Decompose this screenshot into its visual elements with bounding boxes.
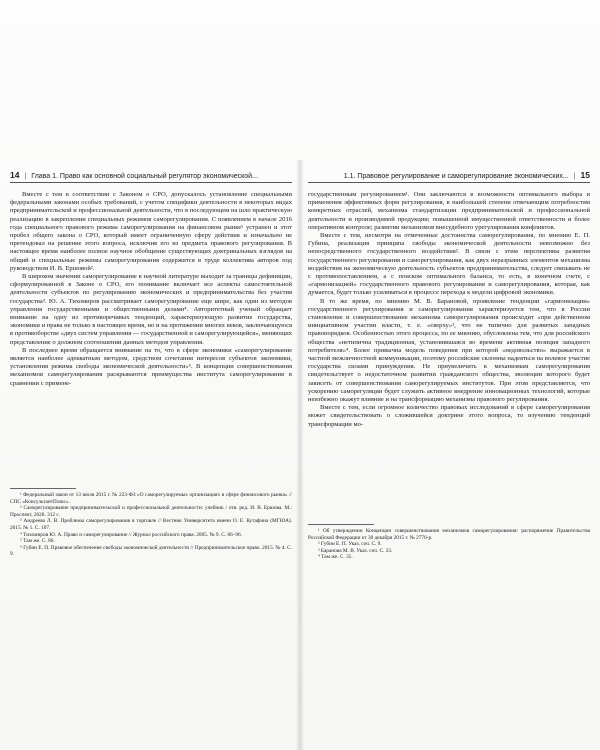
left-footnote-6: ⁶ Губин Е. П. Правовое обеспечение свободы экономической деятельности // Предпринимательское право. 2015. № 4. С. 9.	[10, 544, 292, 558]
running-head-separator: |	[24, 173, 27, 180]
right-running-head-title: 1.1. Правовое регулирование и саморегулирование экономических...	[343, 173, 569, 180]
right-page	[308, 168, 590, 734]
right-body-text	[308, 191, 590, 429]
right-footnotes	[308, 524, 590, 561]
left-page	[10, 168, 292, 734]
left-footnote-1: ¹ Федеральный закон от 13 июля 2015 г. № 223-ФЗ «О саморегулируемых организациях в сфере финансового рынка» // СПС «КонсультантПлюс».	[10, 492, 292, 505]
left-body-text	[10, 191, 292, 388]
left-paragraph-2: В широком значении саморегулирование в научной литературе выходит за границы дефиниции, сформулированной в Законе о СРО, его понимание включает все аспекты самостоятельной деятельности субъектов по регулированию экономических и предпринимательства без участия государства³. Ю. А. Тихомиров рассматривает саморегулирование еще шире, как один из методов управления государственными и общественными делами⁴. Авторитетный ученый обращает внимание на одну из противоречивых тенденций, характеризующую развитие государства, экономики и права не только в настоящее время, но и на протяжении многих веков, заключающуюся в противоборстве «двух систем управления — государственной и саморегулирующейся», меняющих представление о должном соотношении данных методов управления.	[10, 273, 292, 346]
left-footnote-4: ⁴ Тихомиров Ю. А. Право и саморегулирование // Журнал российского права. 2005. № 9. С. 86–96.	[20, 531, 242, 538]
left-running-head-title: Глава 1. Право как основной социальный регулятор экономической...	[31, 173, 258, 180]
left-page-number: 14	[10, 170, 20, 180]
book-gutter-shadow	[296, 160, 304, 750]
left-footnote-3: ³ Андреева Л. В. Проблемы саморегулирования в торговле // Вестник Университета имени О. Е. Кутафина (МГЮА). 2015. № 1. С. 107.	[10, 518, 292, 531]
right-paragraph-2: Вместе с тем, несмотря на отмеченные достоинства саморегулирования, по мнению Е. П. Губина, реализация принципа свободы экономической деятельности невозможно без непосредственного государственного воздействия². В связи с этим перспективы развития государственного регулирования и саморегулирования, как двух неразрывных элементов механизма воздействия на экономическую деятельность субъектов предпринимательства, следует связывать не с противопоставлением, а с поиском оптимального баланса, то есть, в конечном счете, с «гармонизацией» государственного правового регулирования и саморегулирования, которая, как думается, будет только усиливаться в процессе перехода к модели цифровой экономики.	[308, 232, 590, 297]
left-running-head	[10, 168, 292, 183]
right-footnote-1: ¹ Об утверждении Концепции совершенствования механизмов саморегулирования: распоряжение Правительства Российской Федерации от 30 декабря 2015 г. № 2776-р.	[308, 528, 590, 541]
right-page-number: 15	[580, 170, 590, 180]
footnote-rule	[308, 524, 374, 525]
left-footnotes	[10, 488, 292, 558]
right-paragraph-3: В то же время, по мнению М. В. Барановой, проявление тенденции «гармонизации» государственного регулирования и саморегулирования характеризуется тем, что в России становление и совершенствование механизма саморегулирования происходит «при действенном инициативном участии власти, т. е. «сверху»³, что не типично для развитых западных правопорядков. Особенностью этого процесса, по ее мнению, обусловлена тем, что для российского общества «нетипична традиционная, установившаяся во времени активная позиция западного потребителя»⁴. Более привычна модель поведения при которой «недовольство» выражается в частной межличностной коммуникации, поэтому российские склонны надеяться на волевое участие государства силами принуждения. Не приувеличить к механизмам саморегулирования свидетельствует о недостаточном развитии гражданского общества, эволюции которого будет зависеть от совершенствования саморегулируемых институтов. При этом представляется, что ускорению саморегуляции будет служить активное внедрение инновационных технологий, которые неизбежно окажут влияние и на трансформацию механизма правового регулирования.	[308, 297, 590, 404]
footnote-rule	[10, 488, 76, 489]
right-footnote-2: ² Губин Е. П. Указ. соч. С. 9.	[318, 541, 382, 548]
left-footnote-2: ² Саморегулирование предпринимательской и профессиональной деятельности: учебник / отв. ред. И. В. Ершова. М.: Проспект, 2020. 312 с.	[10, 505, 292, 518]
left-paragraph-3: В последнее время обращается внимание на то, что в сфере экономики «саморегулирование является наиболее адекватным методом, средством сочетания интересов субъектов экономики, установления режима свободы экономической деятельности»⁵. В концепции совершенствования механизмов саморегулирования раскрываются преимущества института саморегулирования в сравнении с примене-	[10, 346, 292, 387]
right-footnote-3: ³ Баранова М. В. Указ. соч. С. 33.	[318, 547, 393, 554]
right-paragraph-4: Вместе с тем, если огромное количество правовых исследований в сфере саморегулирования может свидетельствовать о сложившейся доктрине этого вопроса, то изучению тенденций трансформации мо-	[308, 404, 590, 428]
left-footnote-5: ⁵ Там же. С. 86.	[20, 538, 55, 545]
right-paragraph-1: государственным регулированием¹. Они заключаются в возможности оптимального выбора и применения эффективных форм регулирования, в наибольшей степени отвечающим потребностям конкретных отраслей, механизма стандартизации предпринимательской и профессиональной деятельности и производимой продукции; повышенной имущественной ответственности и более оперативном контроле; развитии механизмов внесудебного урегулирования конфликтов.	[308, 191, 590, 231]
right-footnote-4: ⁴ Там же. С. 35.	[318, 554, 353, 561]
right-running-head	[308, 168, 590, 183]
left-paragraph-1: Вместе с тем в соответствии с Законом о СРО, допускалось установление специальными федеральными законами особых требований, с учетом специфики деятельности в некоторых видах предпринимательской и профессиональной деятельности, что в последующем на шло практическую реализацию в закреплении специальных режимов саморегулирования. С появлением в начале 2016 года специального правового режима саморегулирования на финансовом рынке¹ устранен и этот пробел общего закона о СРО, который имеет ограниченную сферу действия и изначально не претендовал на решение этого вопроса, исключив его из предмета правового регулирования. В настоящее время наиболее полное научное обобщение существующих доктринальных взглядов на общий и специальные режимы саморегулирования содержится в труде коллектива авторов под руководством И. В. Ершовой².	[10, 191, 292, 272]
running-head-separator: |	[573, 173, 576, 180]
